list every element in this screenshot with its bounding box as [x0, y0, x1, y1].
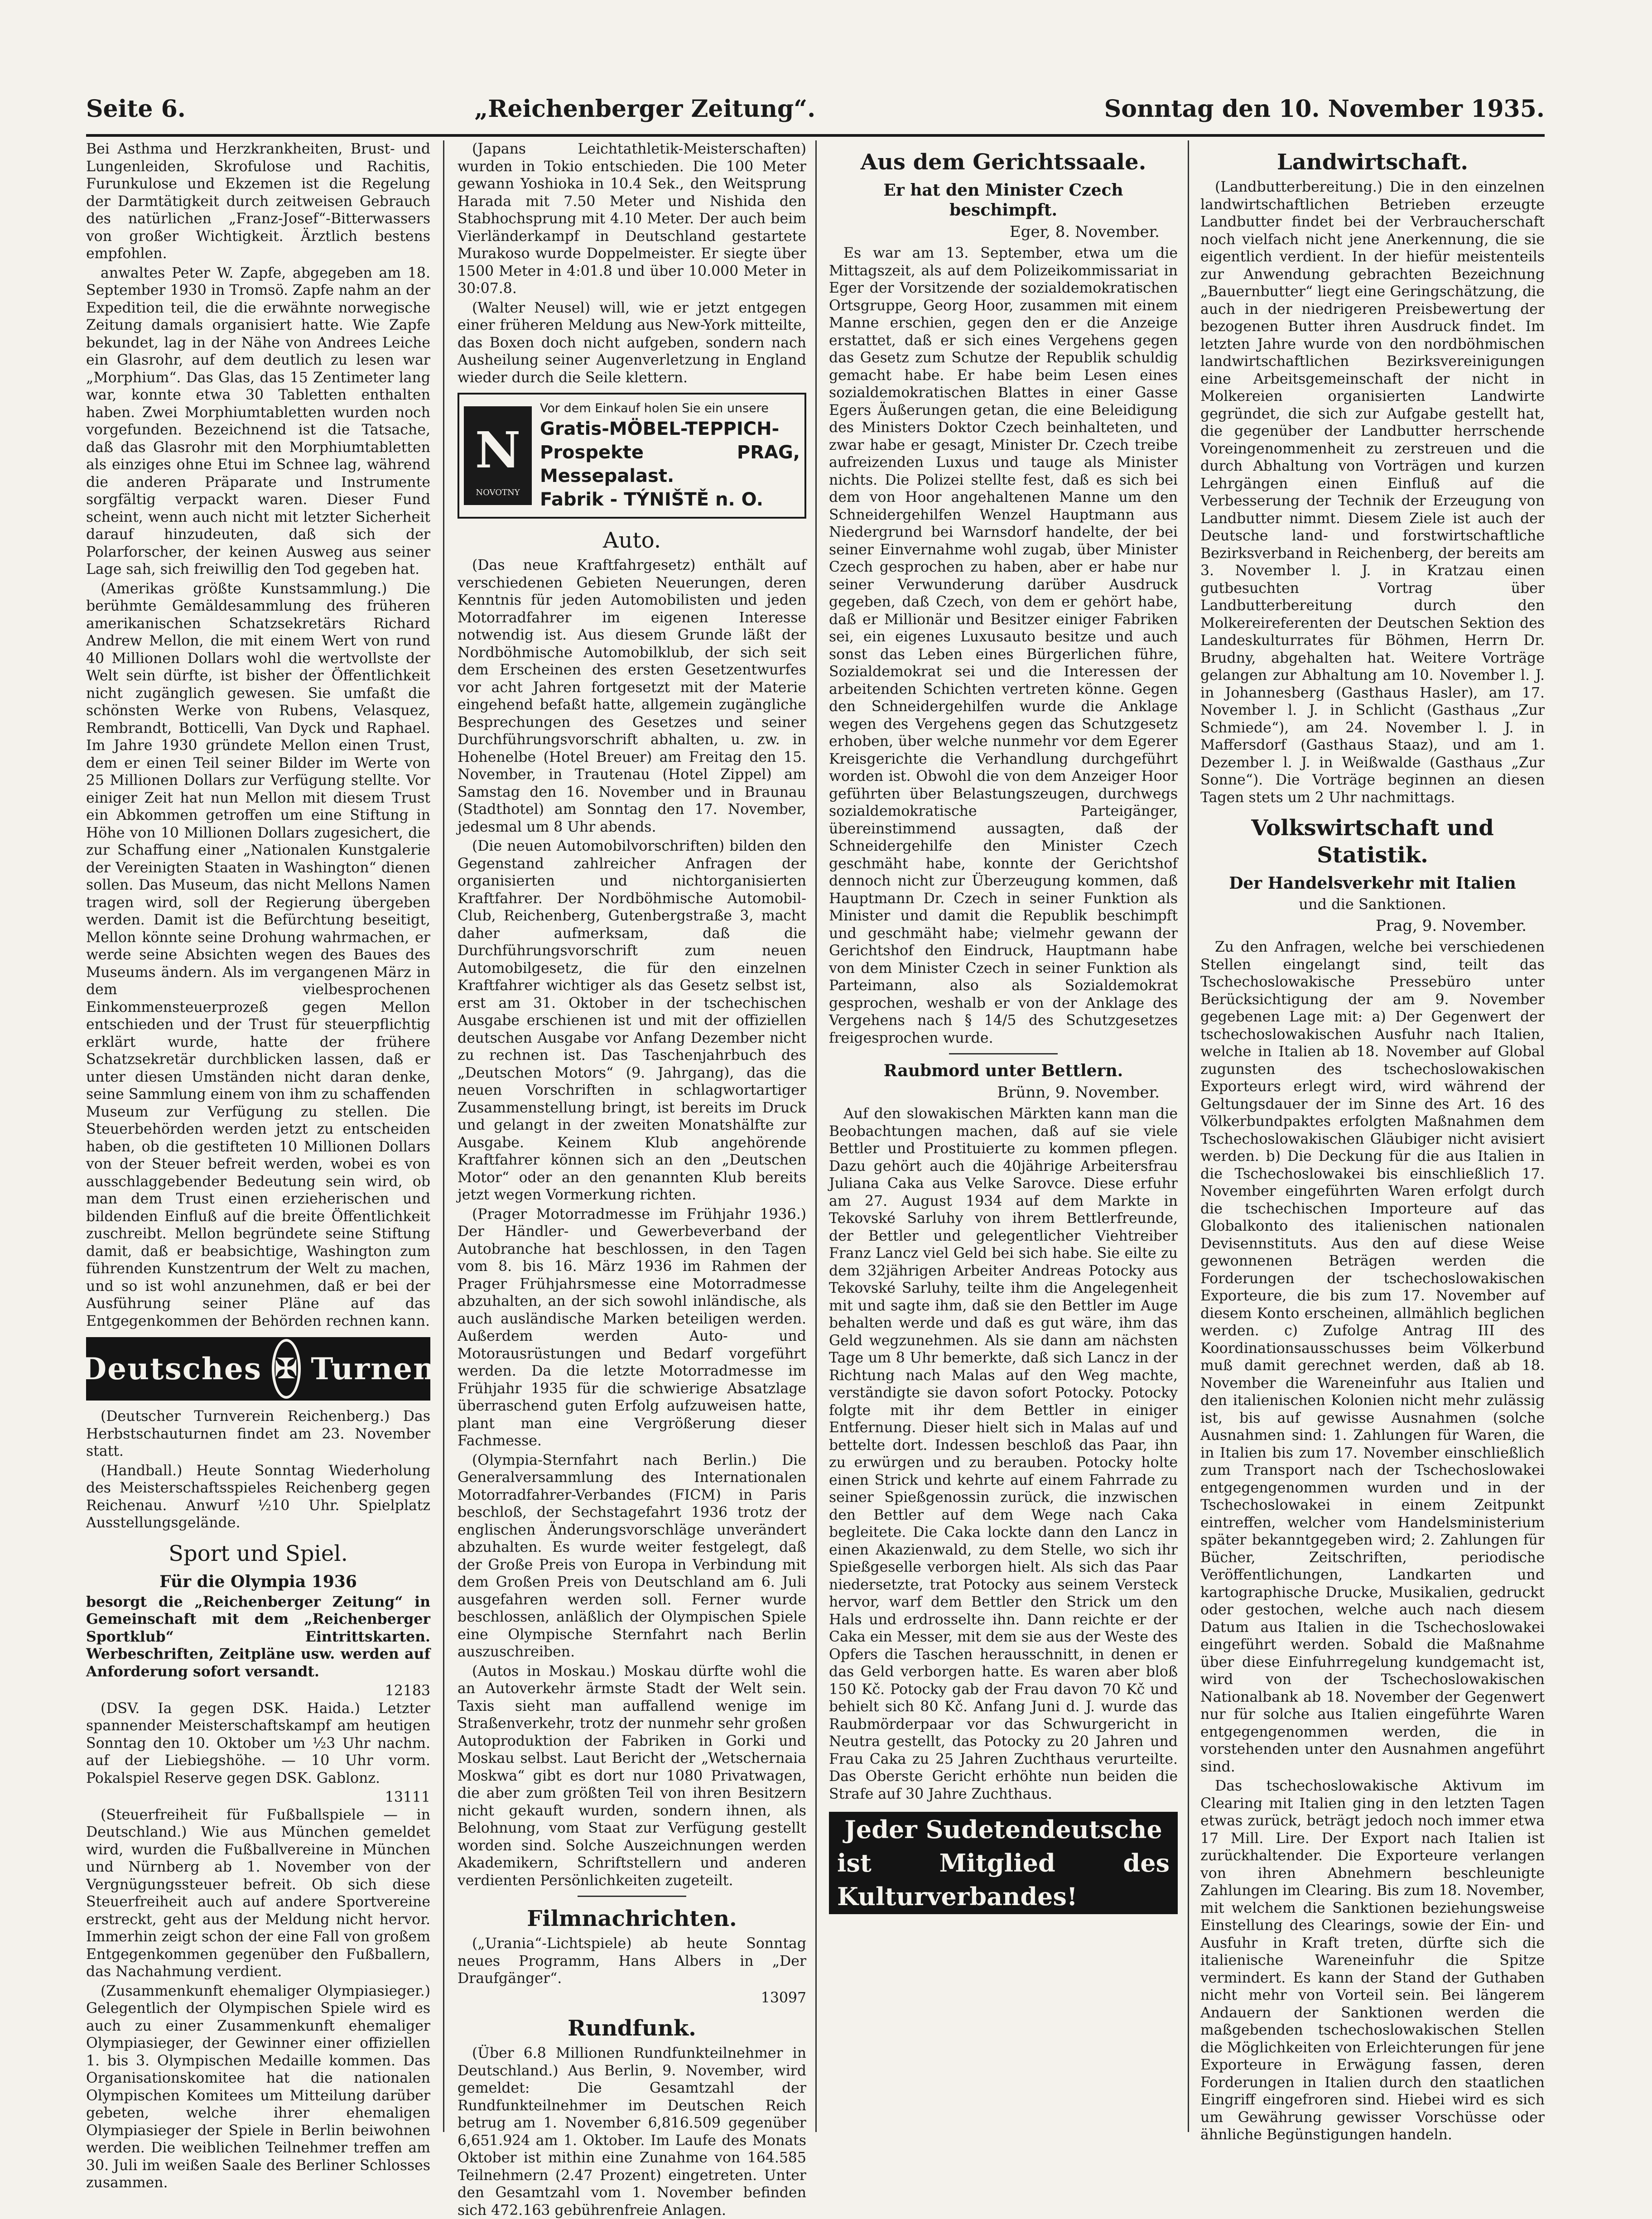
article-czech: Es war am 13. September, etwa um die Mittagszeit, als auf dem Polizeikommissariat in Eger der Vorsitzende der sozialdemokratischen Ortsgruppe, Georg Hoor, zusammen mit einem Manne erschien, gegen den er die Anzeige erstattet, daß er sich eines Vergehens gegen das Gesetz zum Schutze der Republik schuldig gemacht habe. Er habe beim Lesen eines sozialdemokratischen Blattes in einer Gasse Egers Äußerungen getan, die eine Beleidigung des Ministers Doktor Czech beinhalteten, und zwar habe er gesagt, Minister Dr. Czech treibe aufreizenden Luxus und tauge als Minister nichts. Die Polizei stellte fest, daß es sich bei dem von Hoor angehaltenen Manne um den Schneidergehilfen Wenzel Hauptmann aus Niedergrund bei Warnsdorf handelte, der bei seiner Einvernahme wohl zugab, über Minister Czech gesprochen zu haben, aber er habe nur seiner Verwunderung darüber Ausdruck gegeben, daß Czech, von dem er gehört habe, daß er Millionär und Besitzer einiger Fabriken sei, ein eigenes Luxusauto besitze und auch sonst das Leben eines Bürgerlichen führe, Sozialdemokrat sei und die Interessen der arbeitenden Schichten vertreten könne. Gegen den Schneidergehilfen wurde die Anklage wegen des Vergehens gegen das Schutzgesetz erhoben, über welche nunmehr vor dem Egerer Kreisgerichte die Verhandlung durchgeführt worden ist. Obwohl die von dem Anzeiger Hoor geführten über Belastungszeugen, durchwegs sozialdemokratische Parteigänger, übereinstimmend aussagten, daß der Schneidergehilfe den Minister Czech geschmäht habe, konnte der Gerichtshof dennoch nicht zur Überzeugung kommen, daß Hauptmann Dr. Czech in seiner Funktion als Minister und damit die Republik beschimpft und geschmäht habe; vielmehr gewann der Gerichtshof den Eindruck, Hauptmann habe von dem Minister Czech in seiner Funktion als Parteimann, also als Sozialdemokrat gesprochen, weshalb er von der Anklage des Vergehens nach § 14/5 des Schutzgesetzes freigesprochen wurde. [829, 245, 1178, 1046]
logo-letter: N [475, 420, 521, 479]
novotny-logo [464, 406, 532, 505]
article-heading-raubmord: Raubmord unter Bettlern. [883, 1061, 1123, 1080]
ad-line-1: Vor dem Einkauf holen Sie ein unsere [540, 401, 769, 415]
section-title-landwirtschaft: Landwirtschaft. [1276, 149, 1469, 175]
page-header [86, 95, 1545, 131]
advertisement-novotny [458, 393, 806, 519]
article-dsv: (DSV. Ia gegen DSK. Haida.) Letzter spannender Meisterschaftskampf am heutigen Sonntag den 10. Oktober um ½3 Uhr nachm. auf der Liebiegshöhe. — 10 Uhr vorm. Pokalspiel Reserve gegen DSK. Gablonz. [86, 1700, 430, 1786]
article-andree: anwaltes Peter W. Zapfe, abgegeben am 18. September 1930 in Tromsö. Zapfe nahm an der Expedition teil, die die erwähnte norwegische Zeitung damals organisiert hatte. Wie Zapfe bekundet, lag in der Nähe von Andrees Leiche ein Glasrohr, auf dem deutlich zu lesen war „Morphium“. Das Glas, das 15 Zentimeter lang war, konnte etwa 30 Tabletten enthalten haben. Zwei Morphiumtabletten wurden noch vorgefunden. Bezeichnend ist die Tatsache, daß das Glasrohr mit den Morphiumtabletten als einziges ohne Etui im Schnee lag, während die anderen Präparate und Instrumente sorgfältig verpackt waren. Dieser Fund scheint, wenn auch nicht mit letzter Sicherheit darauf hinzudeuten, daß sich der Polarforscher, der keinen Ausweg aus seiner Lage sah, sich freiwillig den Tod gegeben hat. [86, 265, 430, 578]
column-divider [1188, 140, 1189, 2132]
column-2 [458, 140, 806, 2219]
article-olympia-sternfahrt: (Olympia-Sternfahrt nach Berlin.) Die Generalversammlung des Internationalen Motorradfahrer-Verbandes (FICM) in Paris beschloß, der Sechstagefahrt 1936 trotz der englischen Änderungsvorschläge unverändert abzuhalten. Es wurde weiter festgelegt, daß der Große Preis von Europa in Verbindung mit dem Großen Preis von Deutschland am 6. Juli ausgefahren werden soll. Ferner wurde beschlossen, anläßlich der Olympischen Spiele eine Olympische Sternfahrt nach Berlin auszuschreiben. [458, 1452, 806, 1660]
article-mellon: (Amerikas größte Kunstsammlung.) Die berühmte Gemäldesammlung des früheren amerikanischen Schatzsekretärs Richard Andrew Mellon, die mit einem Wert von rund 40 Millionen Dollars wohl die wertvollste der Welt sein dürfte, ist bisher der Öffentlichkeit nicht zugänglich gewesen. Sie umfaßt die schönsten Werke von Rubens, Velasquez, Rembrandt, Botticelli, Van Dyck und Raphael. Im Jahre 1930 gründete Mellon einen Trust, dem er einen Teil seiner Bilder im Werte von 25 Millionen Dollars zur Verfügung stellte. Vor einiger Zeit hat nun Mellon mit diesem Trust ein Abkommen getroffen um eine Stiftung in Höhe von 10 Millionen Dollars zugesichert, die zur Schaffung einer „Nationalen Kunstgalerie der Vereinigten Staaten in Washington“ dienen sollen. Das Museum, das nicht Mellons Namen tragen wird, soll der Regierung übergeben werden. Damit ist die Befürchtung beseitigt, Mellon könnte seine Drohung wahrmachen, er werde seine Absichten wegen des Baues des Museums ändern. Als im vergangenen März in dem vielbesprochenen Einkommensteuerprozeß gegen Mellon entschieden und der Trust für steuerpflichtig erklärt wurde, hatte der frühere Schatzsekretär durchblicken lassen, daß er unter diesen Umständen nicht daran denke, seine Sammlung einem von ihm zu schaffenden Museum zur Verfügung zu stellen. Die Steuerbehörden werden jetzt zu entscheiden haben, ob die gestifteten 10 Millionen Dollars von der Steuer befreit werden, wobei es von ausschlaggebender Bedeutung sein wird, ob man dem Trust einen erzieherischen und bildenden Einfluß auf die breite Öffentlichkeit zuschreibt. Mellon begründete seine Stiftung damit, daß er beabsichtige, Washington zum führenden Kunstzentrum der Welt zu machen, und so ist wohl anzunehmen, daß er bei der Ausführung seiner Pläne auf das Entgegenkommen der Behörden rechnen kann. [86, 580, 430, 1329]
olympia-notice: besorgt die „Reichenberger Zeitung“ in Gemeinschaft mit dem „Reichenberger Sportklub“ Eintrittskarten. Werbeschriften, Zeitpläne usw. werden auf Anforderung sofort versandt. [86, 1593, 430, 1680]
article-neusel: (Walter Neusel) will, wie er jetzt entgegen einer früheren Meldung aus New-York mitteilte, das Boxen doch nicht aufgeben, sondern nach Ausheilung seiner Augenverletzung in England wieder durch die Seile klettern. [458, 299, 806, 386]
notice-number: 12183 [385, 1683, 430, 1699]
article-kraftfahrgesetz: (Das neue Kraftfahrgesetz) enthält auf verschiedenen Gebieten Neuerungen, deren Kenntnis für jeden Automobilisten und jeden Motorradfahrer im eigenen Interesse notwendig ist. Aus diesem Grunde läßt der Nordböhmische Automobilklub, der sich seit dem Erscheinen des ersten Gesetzentwurfes vor acht Jahren fortgesetzt mit der Materie eingehend befaßt hatte, allgemein zugängliche Besprechungen des Gesetzes und seiner Durchführungsvorschrift abhalten, u. zw. in Hohenelbe (Hotel Breuer) am Freitag den 15. November, in Trautenau (Hotel Zippel) am Samstag den 16. November und in Braunau (Stadthotel) am Sonntag den 17. November, jedesmal um 8 Uhr abends. [458, 557, 806, 835]
article-handelsverkehr: Zu den Anfragen, welche bei verschiedenen Stellen eingelangt sind, teilt das Tschechoslowakische Pressebüro unter Berücksichtigung der am 9. November gegebenen Lage mit: a) Der Gegenwert der tschechoslowakischen Ausfuhr nach Italien, welche in Italien ab 18. November auf Global zugunsten des tschechoslowakischen Exporteurs erlegt wird, wird während der Geltungsdauer der im Sinne des Art. 16 des Völkerbundpaktes erfolgten Maßnahmen dem Tschechoslowakischen Gläubiger nicht avisiert werden. b) Die Deckung für die aus Italien in die Tschechoslowakei bis einschließlich 17. November eingeführten Waren erfolgt durch die tschechischen Importeure auf das Globalkonto des italienischen nationalen Devisennstituts. Aus den auf diese Weise gewonnenen Beträgen werden die Forderungen der tschechoslowakischen Exporteure, die bis zum 17. November auf diesem Konto erscheinen, allmählich beglichen werden. c) Zufolge Antrag III des Koordinationsausschusses beim Völkerbund muß damit gerechnet werden, daß ab 18. November die Wareneinfuhr aus Italien und den italienischen Kolonien nicht mehr zulässig ist, bis auf gewisse Ausnahmen (solche Ausnahmen sind: 1. Zahlungen für Waren, die in Italien bis zum 17. November einschließlich zum Transport nach der Tschechoslowakei entgegengenommen wurden und in der Tschechoslowakei in einem Zeitpunkt eintreffen, welcher vom Handelsministerium später bekanntgegeben wird; 2. Zahlungen für Bücher, Zeitschriften, periodische Veröffentlichungen, Landkarten und kartographische Drucke, Musikalien, gedruckt oder gestochen, welche auch nach diesem Datum aus Italien in die Tschechoslowakei eingeführt werden. Sobald die Maßnahme über diese Einfuhrregelung kundgemacht ist, wird von der Tschechoslowakischen Nationalbank ab 18. November der Gegenwert nur für solche aus Italien eingeführte Waren entgegengenommen werden, die in vorstehenden unter den Ausnahmen angeführt sind. [1200, 939, 1545, 1775]
article-urania: („Urania“-Lichtspiele) ab heute Sonntag neues Programm, Hans Albers in „Der Draufgänger“. [458, 1935, 806, 1987]
section-title-volkswirtschaft: Volkswirtschaft und Statistik. [1251, 815, 1494, 868]
ad-line-2: Gratis-MÖBEL-TEPPICH- [540, 419, 780, 440]
column-4 [1200, 140, 1545, 2143]
section-rule [949, 1053, 1058, 1054]
section-rule [578, 1896, 686, 1897]
column-divider [815, 140, 817, 2132]
column-3 [829, 140, 1178, 2137]
ad-text [540, 400, 800, 512]
ad-line-1: Jeder Sudetendeutsche [844, 1815, 1162, 1844]
article-heading-czech: Er hat den Minister Czech beschimpft. [883, 181, 1123, 220]
article-clearing: Das tschechoslowakische Aktivum im Clearing mit Italien ging in den letzten Tagen etwas zurück, beträgt jedoch noch immer etwa 17 Mill. Lire. Der Export nach Italien ist zurückhaltender. Die Exporteure verlangen von ihren Abnehmern beschleunigte Zahlungen im Clearing. Bis zum 18. November, mit welchem die Sanktionen beziehungsweise Einstellung des Clearings, sowie der Ein- und Ausfuhr in Kraft treten, dürfte sich die italienische Wareneinfuhr die Spitze vermindert. Es kann der Stand der Guthaben nicht mehr von Vorteil sein. Bei längerem Andauern der Sanktionen werden die maßgebenden tschechoslowakischen Stellen die Möglichkeiten von Erleichterungen für jene Exporteure in Erwägung fassen, deren Forderungen in Italien durch den staatlichen Eingriff eingefroren sind. Hiebei wird es sich um Gewährung gewisser Vorschüsse oder ähnliche Begünstigungen handeln. [1200, 1778, 1545, 2143]
article-raubmord: Auf den slowakischen Märkten kann man die Beobachtungen machen, daß auf sie viele Bettler und Prostituierte zu kommen pflegen. Dazu gehört auch die 40jährige Arbeitersfrau Juliana Caka aus Velke Sarovce. Diese erfuhr am 27. August 1934 auf dem Markte in Tekovské Sarluhy von ihrem Bettlerfreunde, der Bettler und gelegentlicher Viehtreiber Franz Lancz viel Geld bei sich habe. Sie eilte zu dem 32jährigen Arbeiter Andreas Potocky aus Tekovské Sarluhy, teilte ihm die Angelegenheit mit und sagte ihm, daß sie den Bettler im Auge behalten werde und daß es gut wäre, ihm das Geld wegzunehmen. Als sie dann am nächsten Tage um 8 Uhr bemerkte, daß sich Lancz in der Richtung nach Malas auf den Weg machte, verständigte sie davon sofort Potocky. Potocky folgte mit ihr dem Bettler in einiger Entfernung. Dieser hielt sich in Malas auf und bettelte dort. Indessen beschloß das Paar, ihn zu erwürgen und zu berauben. Potocky holte einen Strick und kehrte auf einem Fahrrade zu seiner Spießgenossin zurück, die inzwischen den Bettler auf dem Wege nach Caka begleitete. Die Caka lockte dann den Lancz in einen Akazienwald, zu dem Stelle, wo sich ihr Spießgeselle verborgen hielt. Als sich das Paar niedersetzte, trat Potocky aus seinem Versteck hervor, warf dem Bettler den Strick um den Hals und erdrosselte ihn. Dann reichte er der Caka ein Messer, mit dem sie aus der Weste des Opfers die Taschen herausschnitt, in denen er das Geld verborgen hatte. Es waren aber bloß 150 Kč. Potocky gab der Frau davon 70 Kč und behielt sich 80 Kč. Anfang Juni d. J. wurde das Raubmörderpaar vor das Schwurgericht in Neutra gestellt, das Potocky zu 20 Jahren und Frau Caka zu 25 Jahren Zuchthaus verurteilte. Das Oberste Gericht erhöhte nun beiden die Strafe auf 30 Jahre Zuchthaus. [829, 1106, 1178, 1802]
article-autos-moskau: (Autos in Moskau.) Moskau dürfte wohl die an Autoverkehr ärmste Stadt der Welt sein. Taxis sieht man auffallend wenige im Straßenverkehr, trotz der nunmehr sehr großen Autoproduktion der Fabriken in Gorki und Moskau selbst. Laut Bericht der „Wetschernaia Moskwa“ gibt es dort nur 1080 Privatwagen, die aber zum größten Teil von ihren Besitzern nicht gekauft wurden, sondern ihnen, als Belohnung, vom Staat zur Verfügung gestellt worden sind. Solche Auszeichnungen werden Akademikern, Schriftstellern und anderen verdienten Persönlichkeiten zugeteilt. [458, 1663, 806, 1889]
notice-turnverein: (Deutscher Turnverein Reichenberg.) Das Herbstschauturnen findet am 23. November statt. [86, 1408, 430, 1459]
article-heading-italien: Der Handelsverkehr mit Italien [1229, 874, 1516, 893]
article-landbutter: (Landbutterbereitung.) Die in den einzelnen landwirtschaftlichen Betrieben erzeugte Landbutter findet bei der Verbraucherschaft noch vielfach nicht jene Anerkennung, die sie eigentlich verdient. In der hiefür meistenteils zur Anwendung gebrachten Bezeichnung „Bauernbutter“ liegt eine Geringschätzung, die auch in der niedrigeren Preisbewertung der bezogenen Butter ihren Ausdruck findet. Im letzten Jahre wurde von den nordböhmischen landwirtschaftlichen Bezirksvereinigungen eine Arbeitsgemeinschaft der nicht in Molkereien organisierten Landwirte gegründet, die sich zur Aufgabe gestellt hat, die gegenüber der Landbutter herrschende Voreingenommenheit zu zerstreuen und die durch Abhaltung von Vorträgen und kurzen Lehrgängen einen Einfluß auf die Verbesserung der Technik der Erzeugung von Landbutter nimmt. Diesem Ziele ist auch der Deutsche land- und forstwirtschaftliche Bezirksverband in Reichenberg, der bereits am 3. November l. J. in Kratzau einen gutbesuchten Vortrag über Landbutterbereitung durch den Molkereireferenten der Deutschen Sektion des Landeskulturrates für Böhmen, Herrn Dr. Brudny, abgehalten hat. Weitere Vorträge gelangen zur Abhaltung am 10. November l. J. in Johannesberg (Gasthaus Hasler), am 17. November l. J. in Schlicht (Gasthaus „Zur Schmiede“), am 24. November l. J. in Maffersdorf (Gasthaus Staaz), und am 1. Dezember l. J. in Weißwalde (Gasthaus „Zur Sonne“). Die Vorträge beginnen an diesen Tagen stets um 2 Uhr nachmittags. [1200, 179, 1545, 806]
section-title-rundfunk: Rundfunk. [568, 2016, 696, 2041]
issue-date: Sonntag den 10. November 1935. [1104, 95, 1545, 123]
olympia-heading: Für die Olympia 1936 [159, 1572, 357, 1591]
article-olympiasieger: (Zusammenkunft ehemaliger Olympiasieger.) Gelegentlich der Olympischen Spiele wird es auch zu einer Zusammenkunft ehemaliger Olympiasieger, der Gewinner einer offiziellen 1. bis 3. Olympischen Medaille kommen. Das Organisationskomitee hat die nationalen Olympischen Komitees um Mitteilung darüber gebeten, welche ihrer ehemaligen Olympiasieger der Spiele in Berlin beiwohnen werden. Die weiblichen Teilnehmer treffen am 30. Juli im weißen Saale des Berliner Schlosses zusammen. [86, 1983, 430, 2191]
ad-line-3: Prospekte PRAG, Messepalast. [540, 442, 800, 487]
ad-line-2: ist Mitglied des Kulturverbandes! [837, 1848, 1170, 1911]
article-japan: (Japans Leichtathletik-Meisterschaften) wurden in Tokio entschieden. Die 100 Meter gewann Yoshioka in 10.4 Sek., den Weitsprung Harada mit 7.50 Meter und Nishida den Stabhochsprung mit 4.10 Meter. Der auch beim Vierländerkampf in Deutschland gestartete Murakoso wurde Doppelmeister. Er siegte über 1500 Meter in 4:01.8 und über 10.000 Meter in 30:07.8. [458, 141, 806, 297]
banner-text-left: Deutsches [80, 1351, 262, 1386]
article-subheading-sanktionen: und die Sanktionen. [1299, 895, 1446, 913]
section-title-gericht: Aus dem Gerichtssaale. [860, 149, 1146, 175]
section-title-auto: Auto. [602, 528, 661, 553]
advertisement-kulturverband [829, 1812, 1178, 1914]
newspaper-title: „Reichenberger Zeitung“. [474, 95, 816, 123]
article-automobilvorschriften: (Die neuen Automobilvorschriften) bilden den Gegenstand zahlreicher Anfragen der organisierten und nichtorganisierten Kraftfahrer. Der Nordböhmische Automobil-Club, Reichenberg, Gutenbergstraße 3, macht daher aufmerksam, daß die Durchführungsvorschrift zum neuen Automobilgesetz, die für den einzelnen Kraftfahrer wichtiger als das Gesetz selbst ist, erst am 31. Oktober in der tschechischen Ausgabe erschienen ist und mit der offiziellen deutschen Ausgabe vor Anfang Dezember nicht zu rechnen ist. Das Taschenjahrbuch des „Deutschen Motors“ (9. Jahrgang), das die neuen Vorschriften in schlagwortartiger Zusammenstellung bringt, ist bereits im Druck und gelangt in der zweiten Monatshälfte zur Ausgabe. Keinem Klub angehörende Kraftfahrer können sich an den „Deutschen Motor“ oder an den genannten Klub bereits jetzt wegen Vormerkung richten. [458, 838, 806, 1203]
turner-emblem-icon: ✠ [272, 1339, 301, 1399]
section-title-film: Filmnachrichten. [527, 1906, 737, 1931]
article-motorradmesse: (Prager Motorradmesse im Frühjahr 1936.) Der Händler- und Gewerbeverband der Autobranche hat beschlossen, in den Tagen vom 8. bis 16. März 1936 im Rahmen der Prager Frühjahrsmesse eine Motorradmesse abzuhalten, an der sich sowohl inländische, als auch ausländische Marken beteiligen werden. Außerdem werden Auto- und Motorausrüstungen und Bedarf vorgeführt werden. Da die letzte Motorradmesse im Frühjahr 1935 für die schwierige Absatzlage überraschend guten Erfolg aufzuweisen hatte, plant man eine Vergrößerung dieser Fachmesse. [458, 1206, 806, 1449]
ad-franz-josef: Bei Asthma und Herzkrankheiten, Brust- und Lungenleiden, Skrofulose und Rachitis, Furunkulose und Ekzemen ist die Regelung der Darmtätigkeit durch zeitweisen Gebrauch des natürlichen „Franz-Josef“-Bitterwassers von großer Wichtigkeit. Ärztlich bestens empfohlen. [86, 141, 430, 262]
header-rule [86, 134, 1545, 137]
article-steuerfreiheit: (Steuerfreiheit für Fußballspiele — in Deutschland.) Wie aus München gemeldet wird, wurden die Fußballvereine in München und Nürnberg ab 1. November von der Vergnügungssteuer befreit. Ob sich diese Steuerfreiheit auch auf andere Sportvereine erstreckt, geht aus der Meldung nicht hervor. Immerhin zeigt schon der eine Fall von großem Entgegenkommen gegenüber den Fußballern, das Nachahmung verdient. [86, 1806, 430, 1980]
dateline: Brünn, 9. November. [997, 1083, 1160, 1102]
page-number: Seite 6. [86, 95, 186, 123]
ad-line-4: Fabrik - TÝNIŠTĚ n. O. [540, 489, 763, 510]
section-banner-turnen [80, 1337, 436, 1401]
notice-number: 13111 [385, 1789, 430, 1805]
article-rundfunk: (Über 6.8 Millionen Rundfunkteilnehmer in Deutschland.) Aus Berlin, 9. November, wird gemeldet: Die Gesamtzahl der Rundfunkteilnehmer im Deutschen Reich betrug am 1. November 6,816.509 gegenüber 6,651.924 am 1. Oktober. Im Laufe des Monats Oktober ist mithin eine Zunahme von 164.585 Teilnehmern (2.47 Prozent) eingetreten. Unter den Gesamtzahl vom 1. November befinden sich 472.163 gebührenfreie Anlagen. [458, 2045, 806, 2219]
dateline: Prag, 9. November. [1375, 917, 1527, 935]
notice-number: 13097 [761, 1989, 806, 2006]
column-divider [443, 140, 444, 2132]
column-1 [80, 140, 436, 2191]
notice-handball: (Handball.) Heute Sonntag Wiederholung des Meisterschaftsspieles Reichenberg gegen Reichenau. Anwurf ½10 Uhr. Spielplatz Ausstellungsgelände. [86, 1462, 430, 1531]
section-title-sport: Sport und Spiel. [169, 1540, 348, 1566]
banner-text-right: Turnen [311, 1351, 436, 1386]
logo-caption: NOVOTNY [476, 487, 520, 497]
dateline: Eger, 8. November. [1009, 223, 1160, 241]
